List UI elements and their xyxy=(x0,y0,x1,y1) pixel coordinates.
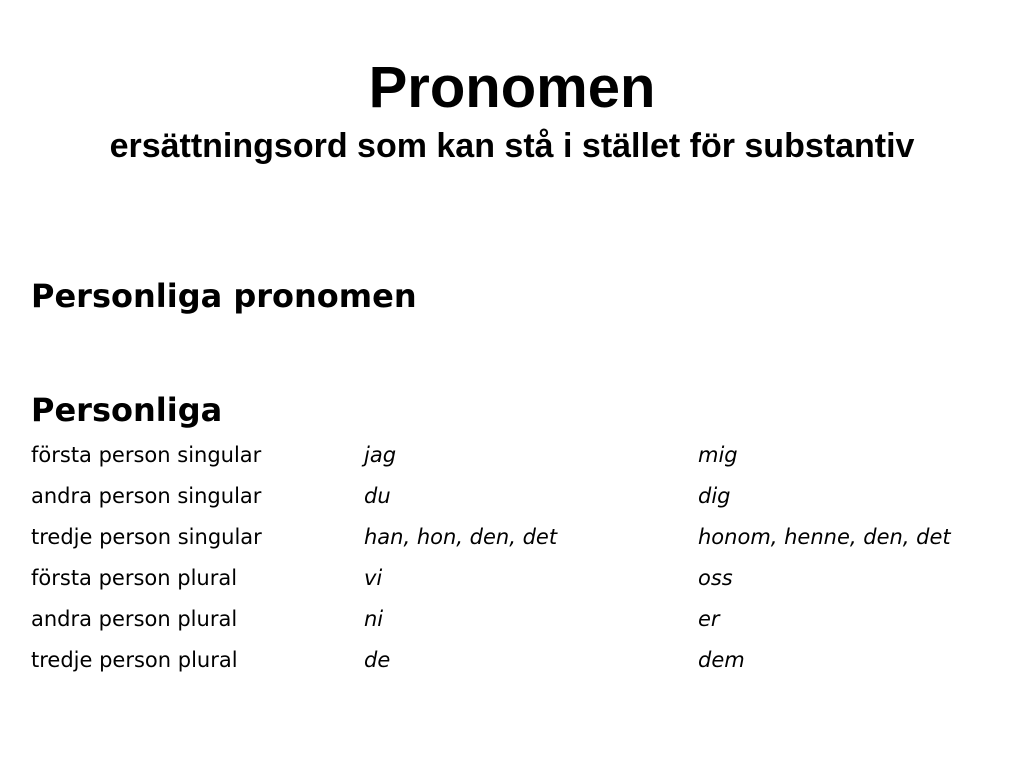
table-row xyxy=(31,639,1001,680)
slide-content xyxy=(31,276,1001,680)
object-pronoun-cell: er xyxy=(698,606,720,631)
object-pronoun-cell: honom, henne, den, det xyxy=(698,524,951,549)
object-pronoun-cell: mig xyxy=(698,442,738,467)
title-block xyxy=(0,52,1024,166)
subject-pronoun-cell: han, hon, den, det xyxy=(364,524,558,549)
subject-pronoun-cell: vi xyxy=(364,565,383,590)
table-row xyxy=(31,434,1001,475)
object-pronoun-cell: dem xyxy=(698,647,745,672)
pronoun-table xyxy=(31,434,1001,680)
table-row xyxy=(31,475,1001,516)
person-cell: andra person plural xyxy=(31,606,238,631)
object-pronoun-cell: oss xyxy=(698,565,733,590)
subject-pronoun-cell: du xyxy=(364,483,391,508)
person-cell: tredje person singular xyxy=(31,524,262,549)
table-row xyxy=(31,516,1001,557)
person-cell: tredje person plural xyxy=(31,647,238,672)
person-cell: första person plural xyxy=(31,565,238,590)
person-cell: första person singular xyxy=(31,442,262,467)
subject-pronoun-cell: de xyxy=(364,647,391,672)
slide-title: Pronomen xyxy=(368,55,656,120)
heading-personliga: Personliga xyxy=(31,391,223,429)
heading-personliga-pronomen: Personliga pronomen xyxy=(31,277,417,315)
slide-subtitle: ersättningsord som kan stå i stället för substantiv xyxy=(109,127,915,165)
subject-pronoun-cell: ni xyxy=(364,606,384,631)
table-row xyxy=(31,598,1001,639)
person-cell: andra person singular xyxy=(31,483,262,508)
object-pronoun-cell: dig xyxy=(698,483,731,508)
table-row xyxy=(31,557,1001,598)
subject-pronoun-cell: jag xyxy=(364,442,397,467)
